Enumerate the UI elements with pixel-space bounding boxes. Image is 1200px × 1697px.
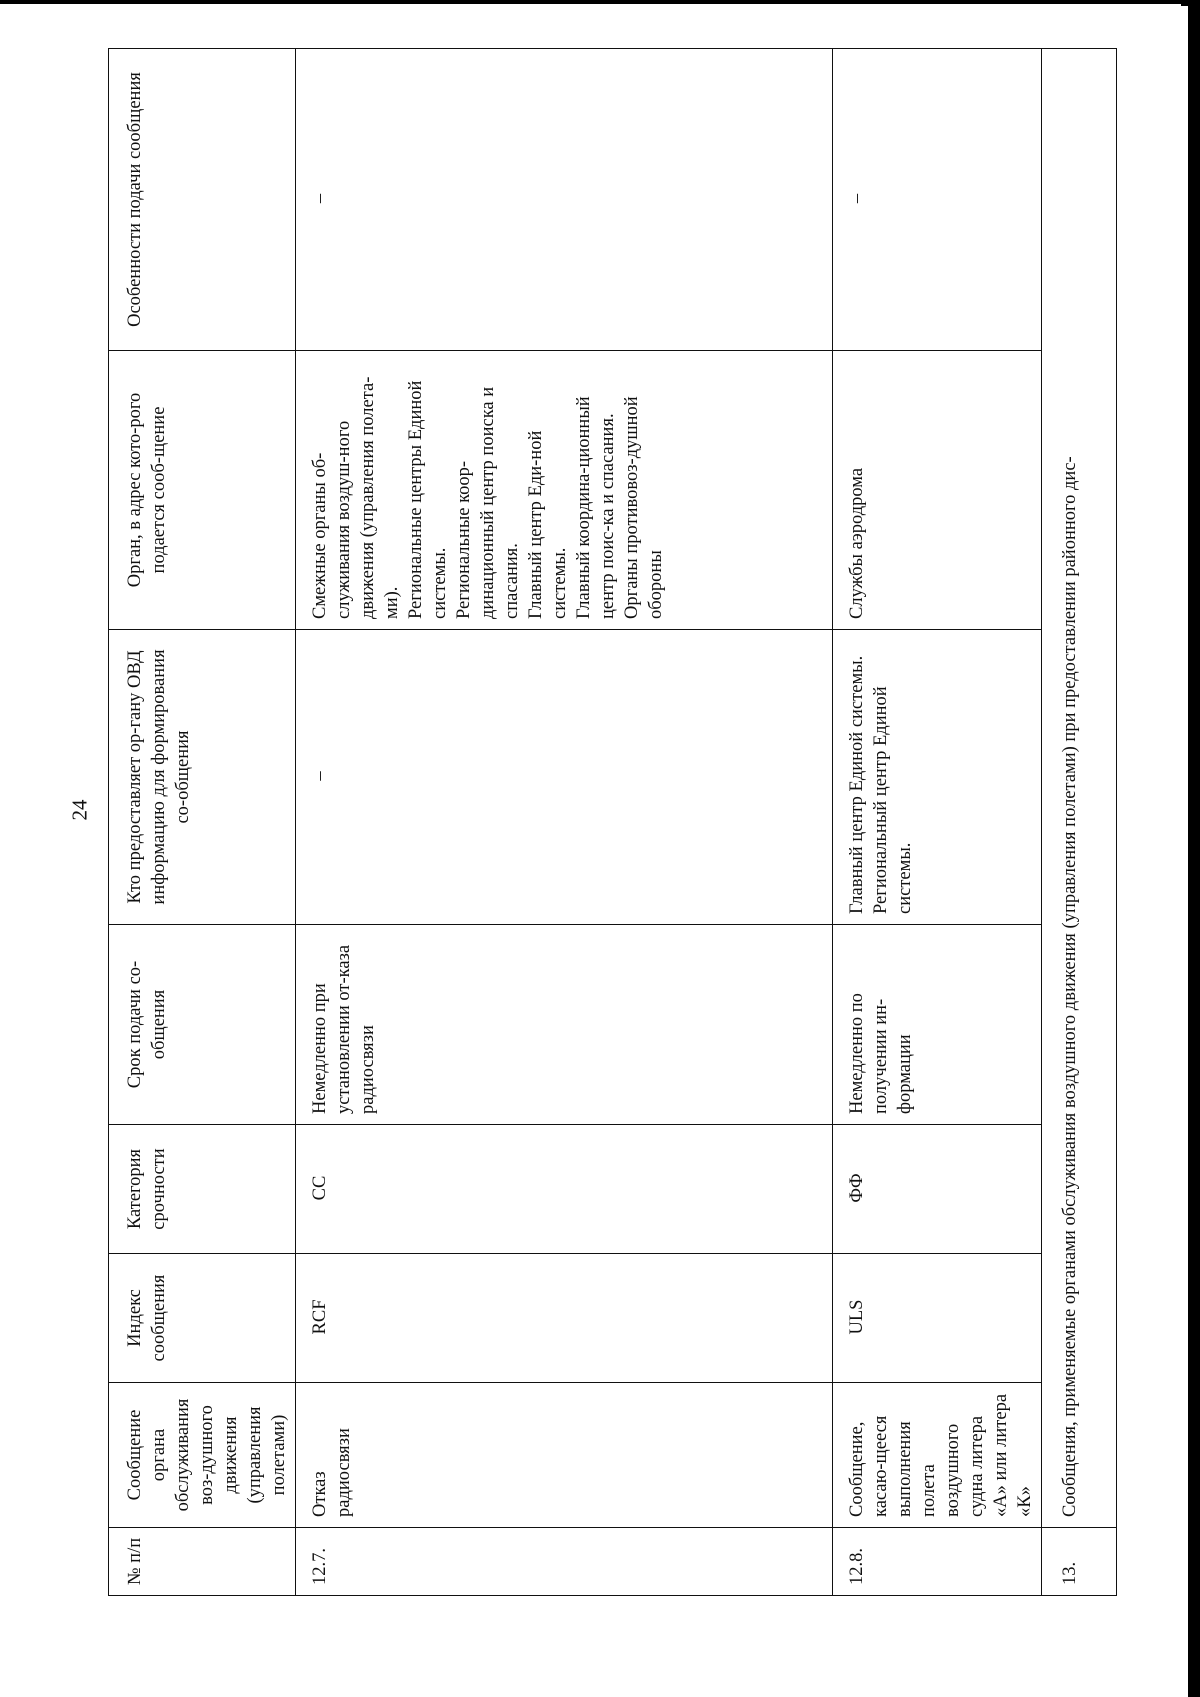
recipient-line: Региональные центры Единой системы.: [406, 380, 450, 619]
row-provider: [833, 630, 1042, 925]
row-index: RCF: [296, 1254, 833, 1383]
provider-line: Региональный центр Единой системы.: [871, 686, 915, 914]
header-features: Особенности подачи сообщения: [109, 49, 296, 351]
recipient-line: Органы противовоз-душной обороны: [622, 396, 666, 619]
row-message: Сообщение, касаю-щееся выполнения полета воздушного судна литера «А» или литера «К»: [833, 1383, 1042, 1528]
recipient-line: Главный координа-ционный центр поис-ка и спасания.: [574, 396, 618, 619]
rotated-table-container: [108, 49, 1096, 1596]
section-num: 13.: [1042, 1528, 1117, 1596]
header-index: Индекс сообщения: [109, 1254, 296, 1383]
message-table: [108, 48, 1117, 1596]
section-title: Сообщения, применяемые органами обслуживания воздушного движения (управления полетами) при предоставлении районного дис-: [1042, 49, 1117, 1528]
table-row: [296, 49, 833, 1596]
row-index: ULS: [833, 1254, 1042, 1383]
provider-line: Главный центр Единой системы.: [847, 655, 867, 914]
header-num: № п/п: [109, 1528, 296, 1596]
row-features: [833, 49, 1042, 351]
row-provider: [296, 630, 833, 925]
table-header-row: [109, 49, 296, 1596]
row-recipient: [296, 351, 833, 630]
row-urgency: СС: [296, 1125, 833, 1254]
row-deadline: Немедленно по получении ин-формации: [833, 925, 1042, 1125]
header-provider: Кто предоставляет ор-гану ОВД информацию для формирования со-общения: [109, 630, 296, 925]
features-dash: –: [847, 193, 867, 204]
recipient-line: Региональные коор-динационный центр поиска и спасания.: [454, 386, 522, 619]
page-number: 24: [67, 799, 92, 821]
recipient-line: Службы аэродрома: [847, 467, 867, 619]
row-message: Отказ радиосвязи: [296, 1383, 833, 1528]
recipient-line: Смежные органы об-служивания воздуш-ного движения (управления полета-ми).: [310, 376, 402, 619]
features-dash: –: [310, 193, 330, 204]
header-recipient: Орган, в адрес кото-рого подается сооб-щение: [109, 351, 296, 630]
row-num: 12.7.: [296, 1528, 833, 1596]
row-urgency: ФФ: [833, 1125, 1042, 1254]
row-num: 12.8.: [833, 1528, 1042, 1596]
row-recipient: [833, 351, 1042, 630]
header-urgency: Категория срочности: [109, 1125, 296, 1254]
row-features: [296, 49, 833, 351]
table-row: [833, 49, 1042, 1596]
recipient-line: Главный центр Еди-ной системы.: [526, 430, 570, 619]
header-message: Сообщение органа обслуживания воз-душного движения (управления полетами): [109, 1383, 296, 1528]
section-row: [1042, 49, 1117, 1596]
row-deadline: Немедленно при установлении от-каза радиосвязи: [296, 925, 833, 1125]
provider-dash: –: [310, 771, 330, 781]
header-deadline: Срок подачи со-общения: [109, 925, 296, 1125]
